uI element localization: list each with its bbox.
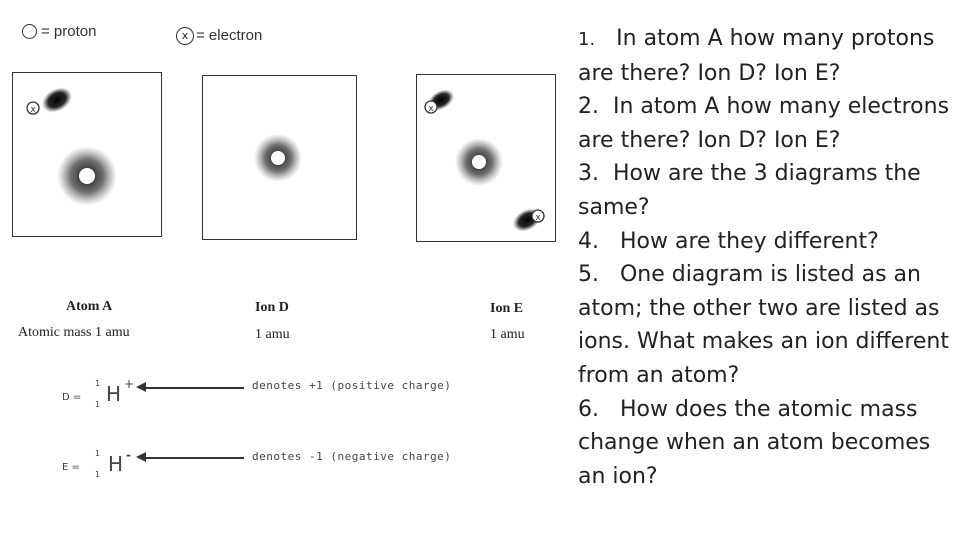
question-2 (578, 90, 956, 157)
question-3 (578, 157, 956, 224)
proton-icon (472, 155, 486, 169)
ion-d-panel (202, 75, 357, 240)
ion-d-symbol: H (106, 382, 122, 406)
question-text: In atom A how many electrons are there? Ion D? Ion E? (578, 94, 950, 153)
question-1 (578, 22, 956, 90)
electron-legend-icon: x (176, 27, 194, 45)
question-number: 5. (578, 262, 599, 288)
ion-e-note: denotes -1 (negative charge) (252, 450, 452, 463)
question-4 (578, 225, 956, 259)
ion-d-atomic-number: 1 (95, 400, 101, 409)
ion-e-label: E = (62, 462, 80, 473)
ion-d-note: denotes +1 (positive charge) (252, 379, 452, 392)
svg-text:x: x (30, 105, 36, 115)
question-text: In atom A how many protons are there? Ion D? Ion E? (578, 26, 935, 86)
arrow-line (146, 387, 244, 389)
svg-text:x: x (535, 213, 541, 223)
question-number: 3. (578, 161, 599, 187)
arrow-line (146, 457, 244, 459)
question-number: 1. (578, 29, 596, 50)
electron-cloud (38, 82, 77, 117)
ion-d-label: D = (62, 392, 82, 403)
ion-e-diagram (417, 75, 557, 243)
question-number: 4. (578, 228, 599, 254)
ion-e-panel (416, 74, 556, 242)
ion-d-mass: 1 amu (255, 327, 290, 342)
question-text: How are the 3 diagrams the same? (578, 161, 921, 220)
ion-d-name: Ion D (255, 300, 289, 315)
atom-a-diagram (13, 73, 163, 238)
proton-legend-icon (22, 24, 37, 39)
ion-e-symbol: H (108, 452, 124, 476)
arrow-head-icon (136, 382, 146, 392)
question-text: How does the atomic mass change when an atom becomes an ion? (578, 396, 931, 489)
question-text: How are they different? (619, 228, 879, 254)
ion-e-mass-number: 1 (95, 449, 101, 458)
ion-d-mass-number: 1 (95, 379, 101, 388)
questions-list (578, 22, 956, 493)
ion-e-charge: - (126, 448, 131, 462)
proton-icon (79, 168, 95, 184)
arrow-head-icon (136, 452, 146, 462)
proton-icon (271, 151, 285, 165)
question-number: 2. (578, 94, 599, 120)
ion-e-name: Ion E (490, 301, 524, 316)
question-text: One diagram is listed as an atom; the other two are listed as ions. What makes an ion different from an atom? (578, 262, 949, 388)
atom-a-name: Atom A (66, 299, 113, 314)
electron-legend-label: = electron (196, 27, 263, 44)
proton-legend-label: = proton (41, 23, 97, 40)
ion-d-diagram (203, 76, 358, 241)
atom-a-mass: Atomic mass 1 amu (18, 325, 130, 340)
question-number: 6. (578, 396, 599, 422)
ion-e-mass: 1 amu (490, 327, 525, 342)
ion-d-charge: + (124, 377, 135, 391)
svg-text:x: x (428, 104, 434, 114)
question-5 (578, 258, 956, 392)
question-6 (578, 393, 956, 494)
ion-e-atomic-number: 1 (95, 470, 101, 479)
atom-a-panel (12, 72, 162, 237)
